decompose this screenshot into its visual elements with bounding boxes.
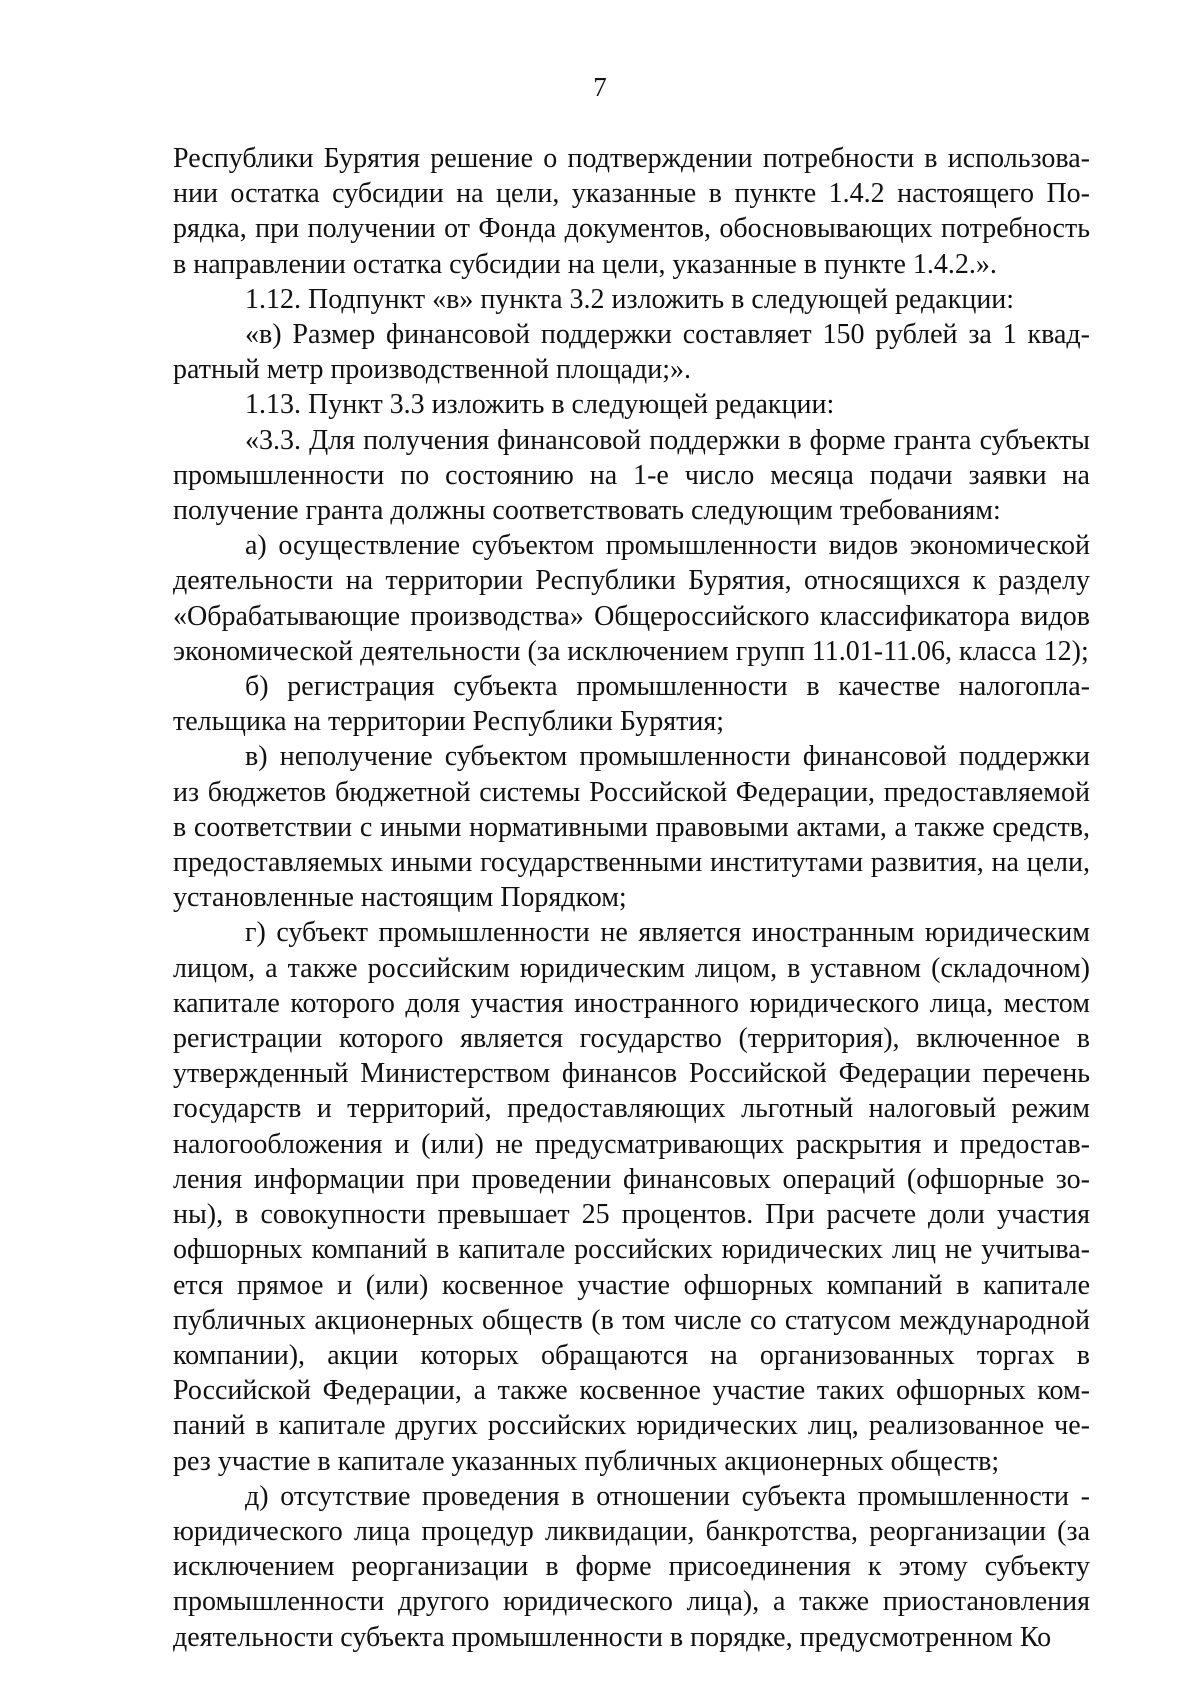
requirement-d: д) отсутствие проведения в отношении субъекта промышленности - юридического лица процедур ликвидации, банкротства, реорганизации (за исключением реорганизации в форме присоединения к этому субъекту промышленности другого юридического лица), а также приостановления деятельности субъекта промышленности в порядке, предусмотренном Ко xyxy=(173,1480,1090,1653)
paragraph-1-12: 1.12. Подпункт «в» пункта 3.2 изложить в следующей редакции: xyxy=(245,283,1015,315)
paragraph-continuation: Республики Бурятия решение о подтверждении потребности в использовании остатка субсидии на цели, указанные в пункте 1.4.2 настоящего Порядка, при получении от Фонда документов, обосновывающих потребность в направлении остатка субсидии на цели, указанные в пункте 1.4.2.». xyxy=(173,143,1090,280)
document-body xyxy=(173,141,1090,1655)
requirement-v: в) неполучение субъектом промышленности финансовой поддержки из бюджетов бюджетной системы Российской Федерации, предоставляемой в соответствии с иными нормативными правовыми актами, а также средств, предоставляемых иными государственными институтами развития, на цели, установленные настоящим Порядком; xyxy=(173,741,1090,914)
paragraph-3-3: «3.3. Для получения финансовой поддержки в форме гранта субъекты промышленности по состоянию на 1-е число месяца подачи заявки на получение гранта должны соответствовать следующим требованиям: xyxy=(173,424,1090,527)
page-number: 7 xyxy=(593,72,607,102)
paragraph-1-13: 1.13. Пункт 3.3 изложить в следующей редакции: xyxy=(245,389,835,421)
requirement-g: г) субъект промышленности не является иностранным юридическим лицом, а также российским юридическим лицом, в уставном (складочном) капитале которого доля участия иностранного юридического лица, местом регистрации которого является государство (территория), включенное в утвержденный Министерством финансов Российской Федерации перечень государств и территорий, предоставляющих льготный налоговый режим налогообложения и (или) не предусматривающих раскрытия и предоставления информации при проведении финансовых операций (офшорные зоны), в совокупности превышает 25 процентов. При расчете доли участия офшорных компаний в капитале российских юридических лиц не учитывается прямое и (или) косвенное участие офшорных компаний в капитале публичных акционерных обществ (в том числе со статусом международной компании), акции которых обращаются на организованных торгах в Российской Федерации, а также косвенное участие таких офшорных компаний в капитале других российских юридических лиц, реализованное через участие в капитале указанных публичных акционерных обществ; xyxy=(173,917,1090,1477)
paragraph-subpoint-v-amount: «в) Размер финансовой поддержки составляет 150 рублей за 1 квадратный метр производственной площади;». xyxy=(173,319,1090,386)
requirement-a: а) осуществление субъектом промышленности видов экономической деятельности на территории Республики Бурятия, относящихся к разделу «Обрабатывающие производства» Общероссийского классификатора видов экономической деятельности (за исключением групп 11.01-11.06, класса 12); xyxy=(173,530,1090,667)
requirement-b: б) регистрация субъекта промышленности в качестве налогоплательщика на территории Республики Бурятия; xyxy=(173,671,1090,738)
